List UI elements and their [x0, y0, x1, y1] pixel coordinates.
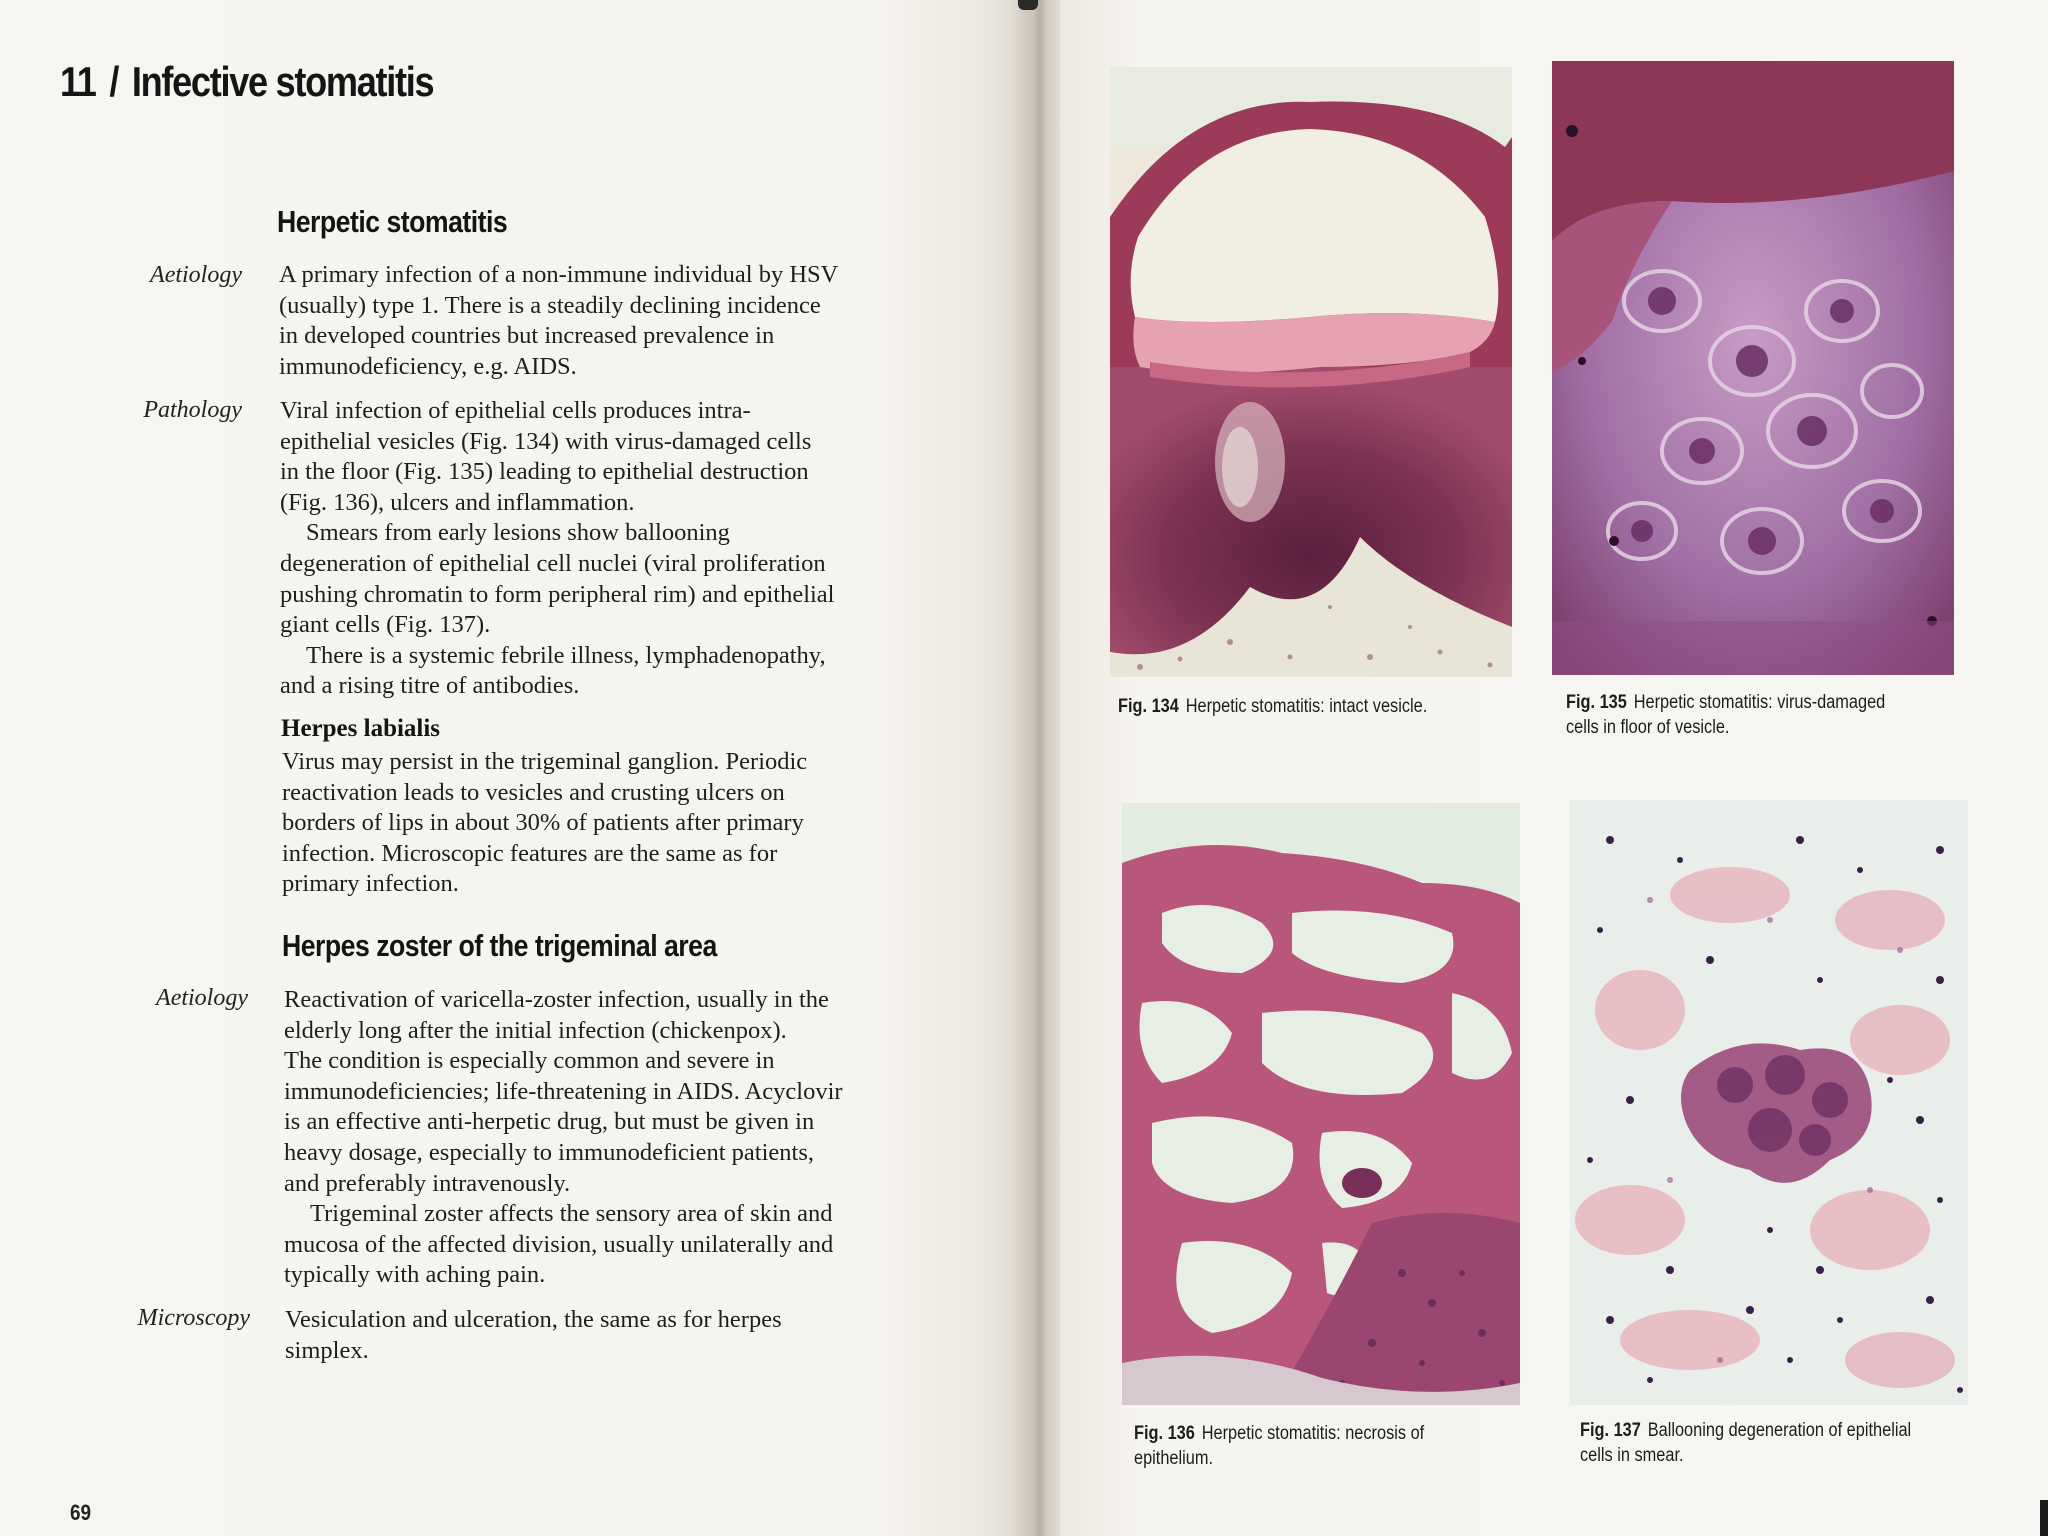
- text-line: The condition is especially common and severe in: [284, 1047, 775, 1075]
- caption-text: Herpetic stomatitis: virus-damaged: [1633, 692, 1886, 713]
- text-line: pushing chromatin to form peripheral rim) and epithelial: [280, 580, 835, 608]
- zoster-aetiology-paragraph: [284, 985, 964, 1291]
- text-line: immunodeficiency, e.g. AIDS.: [279, 352, 577, 380]
- text-line: There is a systemic febrile illness, lymphadenopathy,: [306, 641, 826, 669]
- text-line: in developed countries but increased prevalence in: [279, 322, 775, 350]
- caption-text: cells in smear.: [1580, 1445, 1684, 1466]
- caption-text: epithelium.: [1134, 1448, 1214, 1469]
- text-line: and a rising titre of antibodies.: [280, 672, 580, 700]
- text-line: immunodeficiencies; life-threatening in AIDS. Acyclovir: [284, 1077, 843, 1105]
- section-heading-herpetic-stomatitis: Herpetic stomatitis: [277, 204, 508, 239]
- text-line: Vesiculation and ulceration, the same as for herpes: [285, 1306, 782, 1333]
- figure-137-caption: [1580, 1418, 1911, 1468]
- text-line: Trigeminal zoster affects the sensory area of skin and: [310, 1200, 833, 1228]
- figure-137-image: [1570, 800, 1968, 1405]
- text-line: reactivation leads to vesicles and crusting ulcers on: [282, 778, 785, 806]
- text-line: heavy dosage, especially to immunodeficient patients,: [284, 1138, 814, 1166]
- figure-136-caption: [1134, 1421, 1424, 1471]
- microscopy-paragraph: [285, 1305, 965, 1366]
- aetiology-paragraph: [279, 260, 959, 382]
- binding-mark: [1018, 0, 1038, 10]
- chapter-number: 11: [60, 58, 96, 105]
- text-line: borders of lips in about 30% of patients after primary: [282, 809, 804, 837]
- text-line: in the floor (Fig. 135) leading to epithelial destruction: [280, 458, 809, 486]
- chapter-separator: /: [109, 58, 119, 105]
- text-line: A primary infection of a non-immune individual by HSV: [279, 261, 839, 288]
- caption-text: cells in floor of vesicle.: [1566, 717, 1730, 738]
- text-line: epithelial vesicles (Fig. 134) with virus-damaged cells: [280, 427, 812, 455]
- text-line: and preferably intravenously.: [284, 1169, 571, 1197]
- page-number: 69: [70, 1500, 92, 1525]
- figure-label: Fig. 137: [1580, 1420, 1641, 1441]
- margin-label-microscopy: Microscopy: [137, 1305, 250, 1331]
- figure-136-image: [1122, 803, 1520, 1405]
- figure-134-caption: [1118, 694, 1427, 719]
- text-line: mucosa of the affected division, usually unilaterally and: [284, 1230, 834, 1258]
- caption-text: Herpetic stomatitis: intact vesicle.: [1185, 696, 1428, 717]
- herpes-labialis-paragraph: [282, 747, 962, 900]
- text-line: simplex.: [285, 1336, 369, 1364]
- text-line: typically with aching pain.: [284, 1261, 546, 1289]
- chapter-name: Infective stomatitis: [131, 58, 434, 105]
- margin-label-aetiology-zoster: Aetiology: [156, 985, 248, 1011]
- text-line: elderly long after the initial infection (chickenpox).: [284, 1016, 787, 1044]
- figure-135-caption: [1566, 690, 1885, 740]
- cytology-smear-image: [1570, 800, 1968, 1405]
- caption-text: Herpetic stomatitis: necrosis of: [1201, 1423, 1425, 1444]
- text-line: infection. Microscopic features are the same as for: [282, 839, 778, 867]
- histology-damaged-cells-image: [1552, 61, 1954, 675]
- section-heading-herpes-zoster: Herpes zoster of the trigeminal area: [282, 928, 717, 963]
- histology-necrosis-image: [1122, 803, 1520, 1405]
- figure-label: Fig. 135: [1566, 692, 1627, 713]
- figure-135-image: [1552, 61, 1954, 675]
- subheading-herpes-labialis: Herpes labialis: [281, 715, 441, 742]
- margin-label-pathology: Pathology: [143, 397, 242, 423]
- chapter-title: [60, 58, 433, 106]
- text-line: giant cells (Fig. 137).: [280, 611, 491, 639]
- text-line: Virus may persist in the trigeminal ganglion. Periodic: [282, 748, 808, 775]
- text-line: (usually) type 1. There is a steadily declining incidence: [279, 291, 821, 319]
- text-line: degeneration of epithelial cell nuclei (viral proliferation: [280, 549, 826, 577]
- margin-label-aetiology: Aetiology: [150, 262, 242, 288]
- text-line: (Fig. 136), ulcers and inflammation.: [280, 488, 635, 516]
- text-line: Reactivation of varicella-zoster infection, usually in the: [284, 986, 829, 1013]
- figure-label: Fig. 136: [1134, 1423, 1195, 1444]
- text-line: Smears from early lesions show ballooning: [306, 519, 730, 547]
- text-line: is an effective anti-herpetic drug, but must be given in: [284, 1108, 815, 1136]
- caption-text: Ballooning degeneration of epithelial: [1647, 1420, 1912, 1441]
- histology-vesicle-image: [1110, 67, 1512, 677]
- figure-134-image: [1110, 67, 1512, 677]
- text-line: Viral infection of epithelial cells produces intra-: [280, 397, 751, 424]
- pathology-paragraph: [280, 396, 960, 702]
- page-edge-mark: [2040, 1500, 2048, 1536]
- text-line: primary infection.: [282, 870, 459, 898]
- figure-label: Fig. 134: [1118, 696, 1179, 717]
